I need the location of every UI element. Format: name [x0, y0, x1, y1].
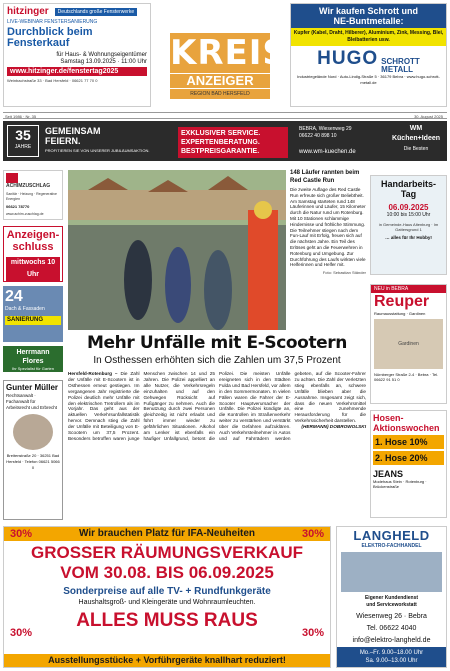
- anzeigenschluss-line-1: Anzeigen-: [6, 229, 60, 241]
- handarbeit-cta: … alles für Ihr Hobby!: [385, 235, 432, 240]
- langheld-ad[interactable]: [336, 526, 447, 668]
- wm-anniversary-jahre: JAHRE: [14, 144, 32, 150]
- main-article-subheadline: In Osthessen erhöhten sich die Zahlen um 37,5 Prozent: [93, 355, 341, 366]
- anzeigenschluss-notice: [3, 226, 63, 282]
- main-article-headline: Mehr Unfälle mit E-Scootern: [86, 333, 347, 353]
- side-article: [290, 170, 366, 330]
- main-article-body: [68, 371, 366, 521]
- hosen-address: Modehaus Stein · Rotenburg · Brückenstraße: [373, 479, 427, 489]
- issue-date: 30. August 2025: [414, 114, 443, 119]
- photo-runner-2: [165, 247, 191, 323]
- masthead-anzeiger: ANZEIGER: [170, 73, 270, 88]
- photo-helper-red-jacket: [248, 210, 278, 330]
- ifa-percent-badge-2: 30%: [301, 528, 324, 540]
- mueller-name: Gunter Müller: [6, 383, 59, 392]
- ifa-sub-1: Sonderpreise auf alle TV- + Rundfunkgeräte: [63, 586, 271, 597]
- reuper-new-badge: NEU in BEBRA: [371, 285, 446, 293]
- wm-logo-3: Die Besten: [403, 146, 429, 152]
- hosen-offer-1: 1. Hose 10%: [373, 435, 444, 449]
- langheld-hours-saturday: Sa. 9.00–13.00 Uhr: [365, 658, 418, 664]
- wm-kuechen-ad[interactable]: [3, 121, 447, 161]
- achim-phone: 06621 78770: [6, 204, 30, 209]
- achim-logo: [6, 173, 60, 189]
- hugo-contact: Industriegelände Nord · Auto-Lindig-Straße 5 · 36179 Bebra · www.hugo-schrott-metall.de: [297, 74, 440, 85]
- handarbeit-title-2: Tag: [400, 189, 417, 199]
- ifa-percent-badge-3: 30%: [10, 627, 33, 639]
- ifa-headline-1: GROSSER RÄUMUNGSVERKAUF: [30, 543, 304, 562]
- langheld-storefront-image: [341, 552, 442, 592]
- reuper-name: Reuper: [374, 293, 430, 310]
- herrmann-flores-ad[interactable]: [3, 346, 63, 372]
- wm-service-2: EXPERTENBERATUNG.: [181, 139, 260, 146]
- hugo-header: [291, 4, 446, 28]
- handarbeit-title-1: Handarbeits-: [380, 179, 436, 189]
- hitzinger-contact: Weinbachstraße 33 · Bad Hersfeld · 06621 77 70 0: [7, 78, 98, 83]
- hitzinger-headline-1: Durchblick beim: [7, 26, 93, 38]
- langheld-service-1: Eigener Kundendienst: [364, 595, 419, 601]
- hugo-brand-small-2: METALL: [381, 65, 413, 74]
- wm-phone: 06622 40 898 10: [299, 133, 337, 139]
- issue-number: Seit 1986 · Nr. 35: [5, 114, 37, 119]
- red-castle-run-photo: [68, 170, 286, 330]
- masthead-logo[interactable]: [170, 33, 288, 109]
- side-article-headline: 148 Läufer rannten beim Red Castle Run: [290, 170, 360, 184]
- wm-service-3: BESTPREISGARANTIE.: [181, 148, 260, 155]
- hosen-title: Hosen-Aktionswochen: [373, 413, 440, 433]
- masthead-kreis: KREIS: [170, 33, 288, 73]
- hitzinger-url-link[interactable]: www.hitzinger.de/fenstertag2025: [7, 67, 147, 76]
- wm-feiern-3: PROFITIEREN SIE VON UNSERER JUBILÄUMSAKTION.: [45, 148, 150, 153]
- reuper-ad[interactable]: [370, 284, 447, 404]
- ifa-top-bar: Wir brauchen Platz für IFA-Neuheiten: [4, 527, 330, 541]
- wm-feiern-1: GEMEINSAM: [45, 126, 101, 136]
- sanierung-sub: Dach & Fassaden: [5, 306, 45, 312]
- anzeigenschluss-line-3: mittwochs 10 Uhr: [6, 257, 60, 281]
- langheld-address: Wiesenweg 26 · Bebra: [356, 613, 427, 620]
- wm-logo-1: WM: [409, 125, 423, 132]
- hitzinger-subtitle: LIVE-WEBINAR FENSTERSANIERUNG: [7, 19, 98, 25]
- herrmann-sub: Ihr Spezialist für Garten: [11, 366, 55, 371]
- side-article-photo-credit: Foto: Sebastian Ständer: [322, 270, 366, 276]
- side-article-body: Die zweite Auflage des Red Castle Run erfreute sich großer Beliebtheit. Am Samstag starteten rund 148 Läuferinnen und Läufer, 15 Kilometer durch die Natur rund um Rotenburg. Mit 10 Stationen schlammige Hindernisse und fröhliche Stimmung. Die Teilnehmer stiegen nach dem Fun-Lauf mit Erfolg, freuen sich auf die nächsten Jahre. Ein Teil des Erlöses geht an die Feuerwehren in Rotenburg und Umgebung. Zur Durchführung des Laufs wirkten viele Helferinnen und Helfer mit.: [290, 187, 366, 268]
- wm-address-1: BEBRA, Wiesenweg 29: [299, 126, 352, 132]
- hugo-brand-small-1: SCHROTT: [381, 57, 420, 66]
- main-article-author: (HERMANN) DOBROWOLSKI: [301, 424, 366, 430]
- hitzinger-logo: [7, 6, 147, 17]
- langheld-sub: ELEKTRO-FACHHANDEL: [361, 543, 422, 549]
- wm-logo-2: Küchen+Ideen: [391, 135, 441, 142]
- photo-illustration: [68, 170, 286, 330]
- wm-service-block: [178, 127, 288, 158]
- wm-logo: [391, 124, 441, 158]
- issue-info-line: [3, 112, 447, 119]
- langheld-email-link[interactable]: info@elektro-langheld.de: [352, 637, 431, 644]
- hitzinger-audience: für Haus- & Wohnungseigentümer: [56, 52, 147, 58]
- mueller-portrait-photo: [13, 414, 53, 450]
- reuper-address: Nürnberger Straße 2-4 · Bebra · Tel. 06622 91 51 0: [374, 372, 439, 382]
- ifa-bottom-bar: Ausstellungsstücke + Vorführgeräte knallhart reduziert!: [4, 654, 330, 667]
- wm-service-1: EXKLUSIVER SERVICE.: [181, 130, 261, 137]
- hitzinger-logo-text: hitzinger: [7, 6, 49, 17]
- hugo-brand: [291, 48, 446, 74]
- hosen-aktion-ad[interactable]: [370, 410, 447, 518]
- hitzinger-ad[interactable]: [3, 3, 151, 107]
- hitzinger-tag: Deutschlands große Fensterwerke: [55, 8, 137, 16]
- reuper-sub: Raumausstattung · Gardinen: [374, 311, 426, 316]
- photo-runner-3: [204, 250, 232, 330]
- hosen-offer-2: 2. Hose 20%: [373, 451, 444, 465]
- wm-url-link[interactable]: www.wm-kuechen.de: [299, 149, 356, 155]
- handarbeit-date: 06.09.2025: [388, 203, 429, 212]
- ifa-percent-badge-4: 30%: [301, 627, 324, 639]
- wm-feiern-2: FEIERN.: [45, 136, 81, 146]
- hitzinger-headline: [7, 27, 147, 49]
- handarbeit-time: 10:00 bis 15:00 Uhr: [386, 212, 431, 218]
- mueller-job: Rechtsanwalt · Fachanwalt für Arbeitsrecht und Erbrecht: [6, 393, 58, 410]
- hugo-materials: Kupfer (Kabel, Draht, Hilberer), Aluminium, Zink, Messing, Blei, Bleibatterien usw.: [291, 28, 446, 46]
- reuper-image-label: Gardinen: [398, 341, 419, 347]
- wm-feiern-block: [45, 126, 155, 153]
- achim-logo-icon: [6, 173, 18, 183]
- achim-zuschlag-ad[interactable]: [3, 170, 63, 220]
- hugo-brand-big: HUGO: [317, 48, 379, 69]
- handarbeit-venue: in Gemeinde-Haus Altenburg · Im Gattersgrund 1: [378, 222, 439, 232]
- herrmann-name: Herrmann Flores: [16, 349, 50, 365]
- ifa-percent-badge-1: 30%: [10, 528, 33, 540]
- gunter-mueller-ad[interactable]: [3, 380, 63, 520]
- hitzinger-date: Samstag 13.09.2025 · 11:00 Uhr: [60, 59, 147, 65]
- handarbeits-tag-ad[interactable]: [370, 175, 447, 275]
- main-article-dateline: Hersfeld-Rotenburg –: [68, 371, 118, 376]
- photo-helper-helmet: [254, 201, 272, 219]
- achim-name: ACHIMZUSCHLAG: [6, 183, 51, 189]
- ifa-headline-2: VOM 30.08. BIS 06.09.2025: [60, 563, 274, 582]
- langheld-name: LANGHELD: [353, 528, 430, 543]
- langheld-phone: Tel. 06622 4040: [366, 625, 417, 632]
- langheld-hours: [337, 647, 446, 667]
- anzeigenschluss-line-2: schluss: [12, 241, 54, 253]
- hugo-line-2: NE-Buntmetalle:: [333, 16, 404, 26]
- ifa-headline-3: ALLES MUSS RAUS: [76, 610, 258, 631]
- langheld-hours-weekday: Mo.–Fr. 9.00–18.00 Uhr: [359, 650, 424, 656]
- ifa-sub-2: Haushaltsgroß- und Kleingeräte und Wohnraumleuchten.: [78, 599, 256, 606]
- hugo-schrott-ad[interactable]: [290, 3, 447, 107]
- wm-address: [299, 126, 369, 140]
- photo-runner-1: [124, 240, 152, 320]
- sanierung-number: 24: [5, 288, 23, 305]
- langheld-service-2: und Serviceworkstatt: [366, 602, 417, 608]
- wm-anniversary-number: 35: [15, 127, 31, 143]
- ifa-raeumungsverkauf-ad[interactable]: [3, 526, 331, 668]
- achim-url-link[interactable]: www.achim-zuschlag.de: [6, 212, 44, 216]
- wm-anniversary-badge: [7, 125, 39, 157]
- reuper-showroom-image: [374, 319, 443, 369]
- achim-services: Sanitär · Heizung · Regenerative Energien: [6, 192, 57, 201]
- hugo-line-1: Wir kaufen Schrott und: [319, 6, 418, 16]
- hitzinger-headline-2: Fensterkauf: [7, 37, 70, 49]
- mueller-address: Breitenstraße 20 · 36251 Bad Hersfeld · Telefon 06621 5066 0: [6, 453, 60, 470]
- masthead-region: REGION BAD HERSFELD: [170, 88, 270, 99]
- hosen-jeans: JEANS: [373, 469, 404, 479]
- sanierung-ad[interactable]: [3, 286, 63, 342]
- main-article-text: Die Zahl der Unfälle mit E-Scootern ist in Osthessen erneut gestiegen. Im vergangenen Jahr registrierte die Polizei deutlich mehr Unfälle mit den elektrischen Tretrollern als im Vorjahr. Das geht aus der aktuellen Verkehrsunfallstatistik hervor. Demnach stieg die Zahl der Unfälle mit Beteiligung von E-Scootern um 37,5 Prozent. Besonders betroffen waren junge Menschen zwischen 14 und 25 Jahren. Die Polizei appelliert an alle Nutzer, die Verkehrsregeln einzuhalten und auf den Gehwegen Rücksicht auf Fußgänger zu nehmen. Auch die Benutzung durch zwei Personen gleichzeitig ist nicht erlaubt und führt immer wieder zu gefährlichen Situationen. Alkohol am Lenker ist ebenfalls ein häufiger Unfallgrund, betont die Polizei. Die meisten Unfälle ereigneten sich in den Städten Fulda und Bad Hersfeld, vor allem in den Sommermonaten. In vielen Fällen waren die Fahrer der E-Scooter Hauptverursacher der Unfälle. Die Polizei kündigte an, die Kontrollen im Straßenverkehr weiter zu verstärken und verstärkt über die Gefahren aufzuklären. Auch Verkehrsteilnehmer in Autos und auf Fahrrädern werden gebeten, auf die Scooter-Fahrer zu achten. Die Zahl der Verletzten stieg ebenfalls an, schwere Unfälle blieben aber die Ausnahme. Insgesamt zeigt sich, dass die neuen Verkehrsmittel eine zunehmende Herausforderung für die Verkehrssicherheit darstellen.: [68, 371, 366, 441]
- sanierung-tag: SANIERUNG: [5, 316, 61, 325]
